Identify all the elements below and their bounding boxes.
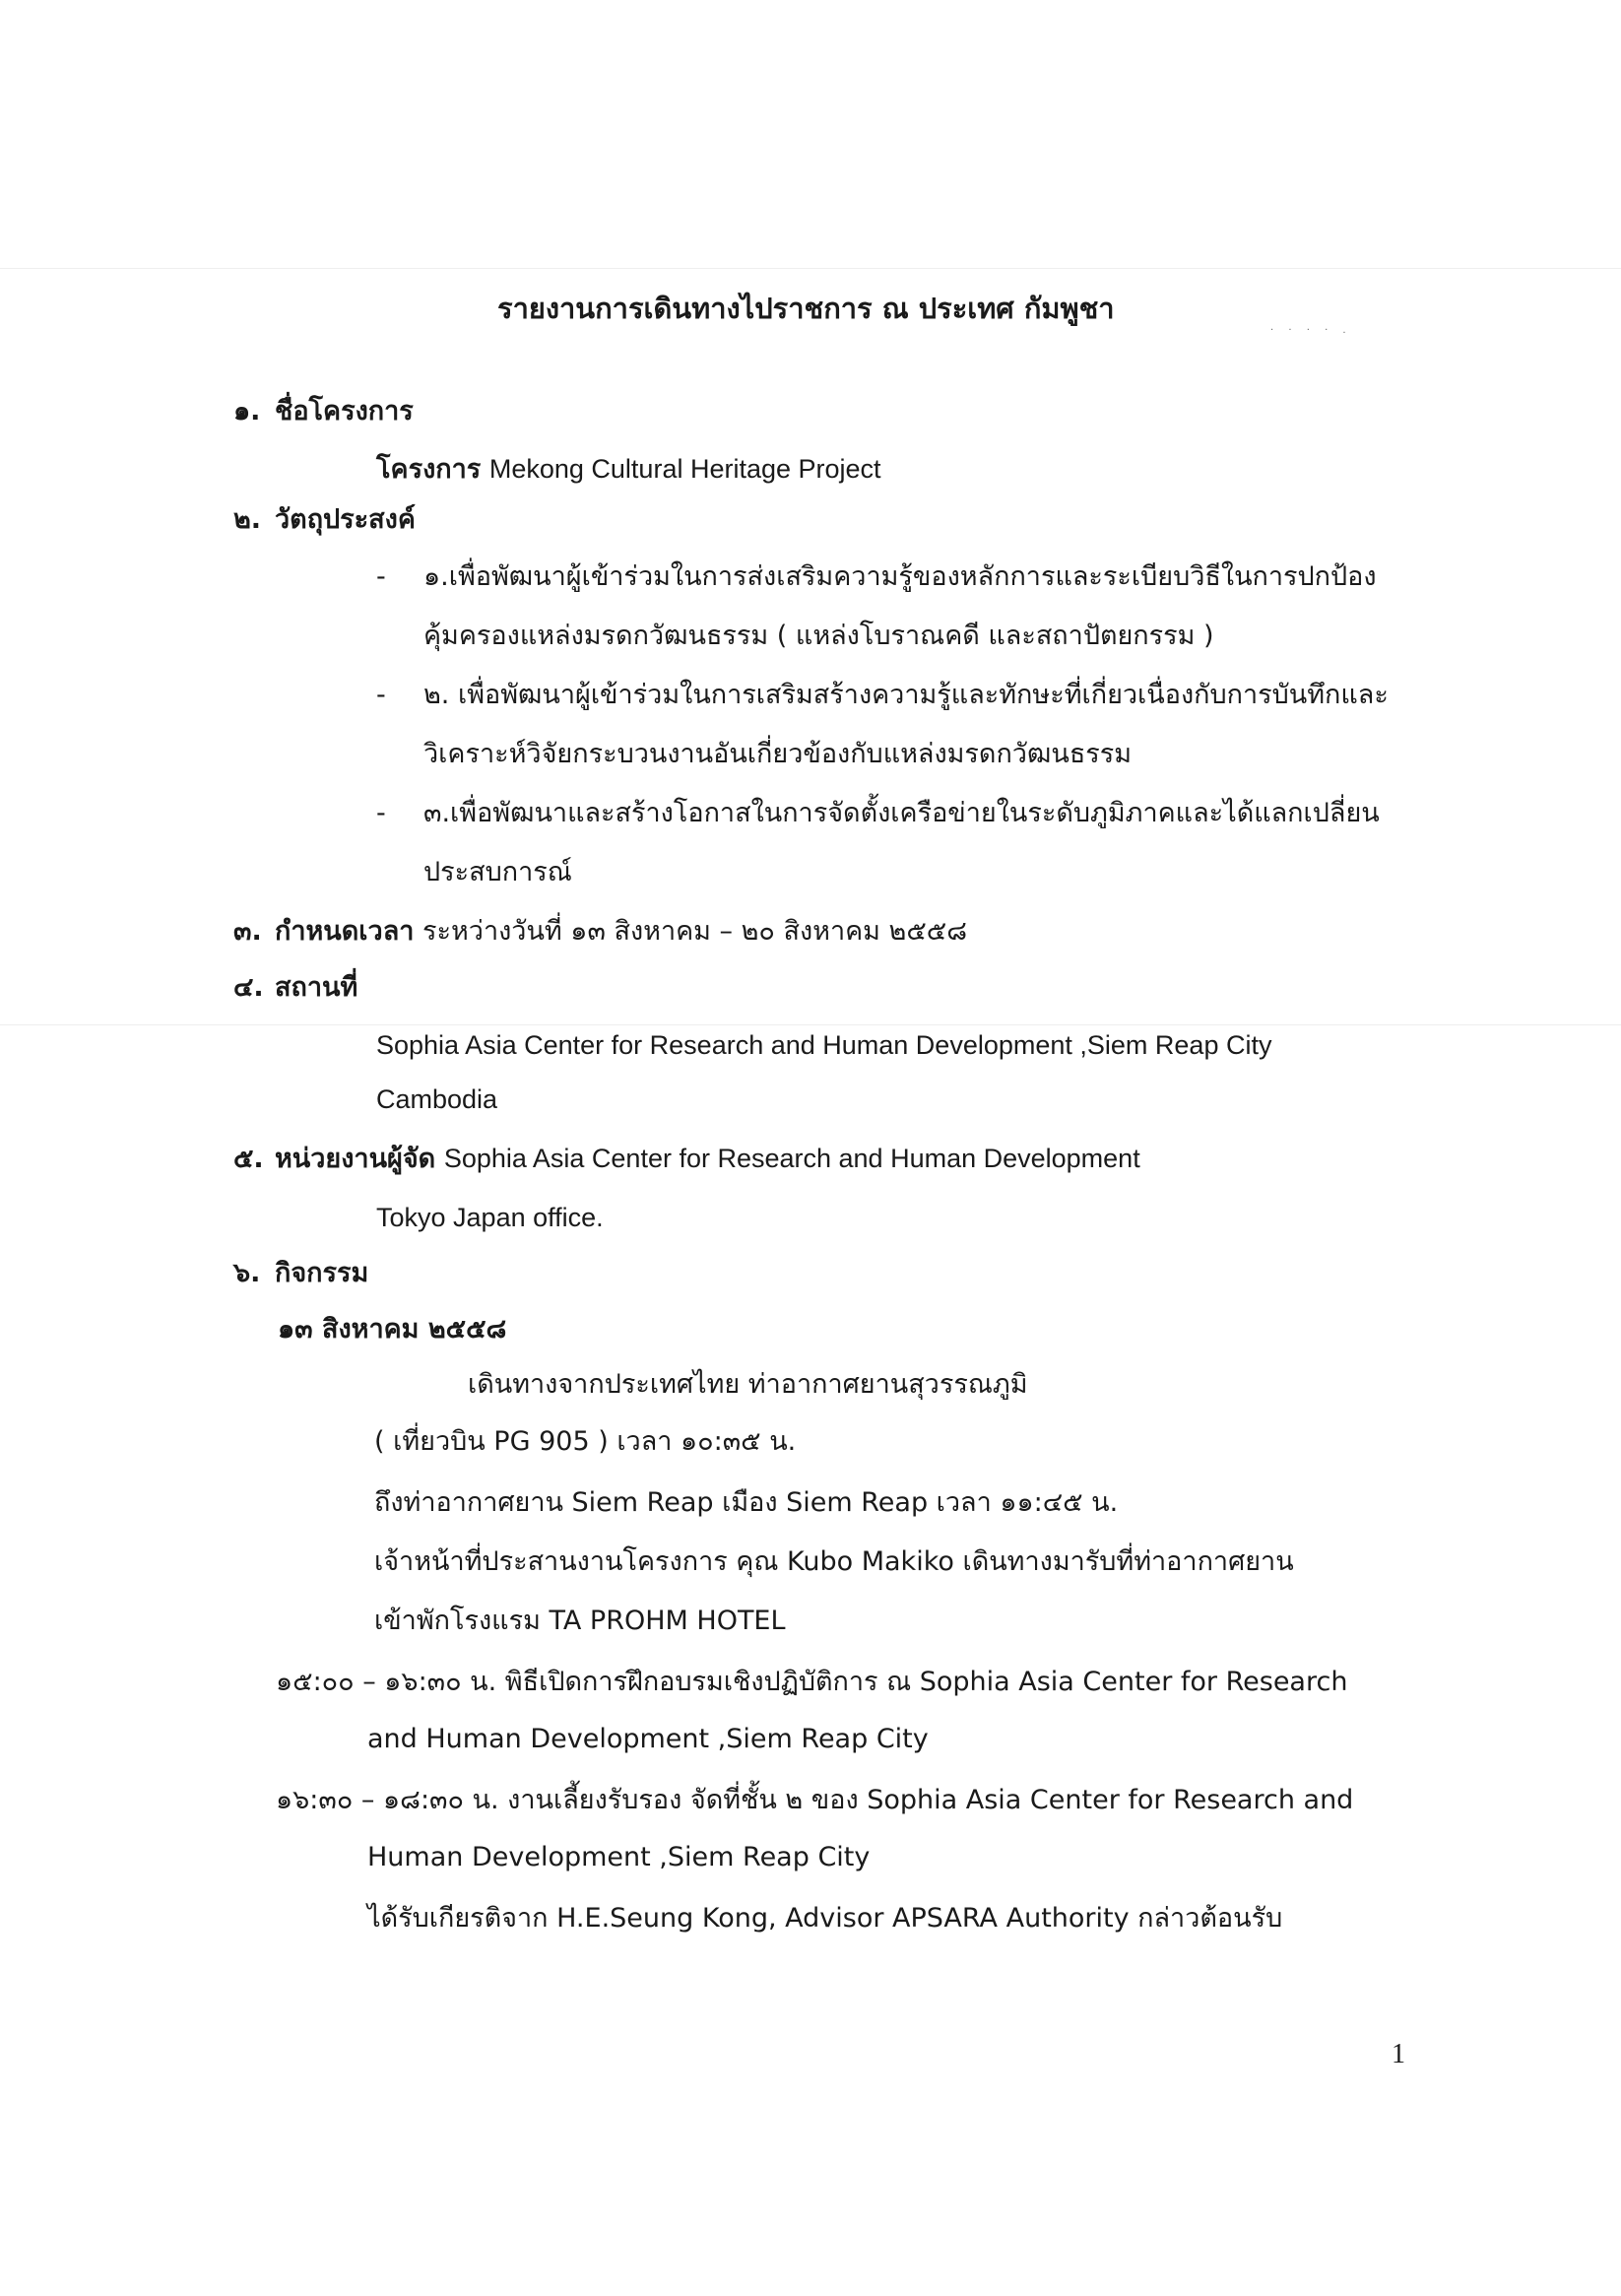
section-5-heading: [233, 1141, 1140, 1177]
activity-line: ( เที่ยวบิน PG 905 ) เวลา ๑๐:๓๕ น.: [374, 1426, 797, 1457]
activity-line: Human Development ,Siem Reap City: [367, 1842, 871, 1872]
section-4-heading: [233, 970, 357, 1006]
organizer-line-2: Tokyo Japan office.: [376, 1203, 604, 1232]
activity-date: ๑๓ สิงหาคม ๒๕๕๘: [278, 1314, 507, 1345]
section-number: ๒.: [233, 504, 262, 535]
activity-line: เจ้าหน้าที่ประสานงานโครงการ คุณ Kubo Makiko เดินทางมารับที่ท่าอากาศยาน: [374, 1546, 1294, 1577]
scan-specks: · · · · .: [1270, 325, 1352, 336]
section-title: กำหนดเวลา: [275, 916, 415, 947]
project-name-line: [376, 451, 881, 488]
objective-3-line-2: ประสบการณ์: [423, 857, 572, 887]
bullet-dash: -: [376, 561, 386, 592]
section-title: วัตถุประสงค์: [275, 504, 416, 535]
section-number: ๕.: [233, 1144, 264, 1174]
scan-artifact-line: [0, 268, 1621, 269]
section-6-heading: [233, 1256, 368, 1291]
venue-line-2: Cambodia: [376, 1084, 498, 1114]
objective-1-line-2: คุ้มครองแหล่งมรดกวัฒนธรรม ( แหล่งโบราณคดี และสถาปัตยกรรม ): [423, 621, 1214, 651]
section-number: ๓.: [233, 916, 262, 947]
objective-2-line-2: วิเคราะห์วิจัยกระบวนงานอันเกี่ยวข้องกับแหล่งมรดกวัฒนธรรม: [423, 739, 1133, 769]
activity-line: ๑๕:๐๐ – ๑๖:๓๐ น. พิธีเปิดการฝึกอบรมเชิงปฏิบัติการ ณ Sophia Asia Center for Research: [276, 1667, 1348, 1697]
section-number: ๑.: [233, 396, 261, 426]
venue-line-1: Sophia Asia Center for Research and Human Development ,Siem Reap City: [376, 1030, 1272, 1060]
activity-line: เข้าพักโรงแรม TA PROHM HOTEL: [374, 1606, 786, 1636]
section-3-heading: [233, 914, 967, 950]
document-title: รายงานการเดินทางไปราชการ ณ ประเทศ กัมพูชา: [497, 292, 1115, 325]
section-1-heading: [233, 394, 414, 429]
section-2-heading: [233, 502, 416, 538]
objective-1-line-1: ๑.เพื่อพัฒนาผู้เข้าร่วมในการส่งเสริมความรู้ของหลักการและระเบียบวิธีในการปกป้อง: [423, 561, 1377, 592]
page-number: 1: [1392, 2039, 1405, 2069]
activity-line: and Human Development ,Siem Reap City: [367, 1724, 929, 1754]
section-title: ชื่อโครงการ: [275, 396, 414, 426]
section-number: ๔.: [233, 972, 264, 1003]
activity-line: ๑๖:๓๐ – ๑๘:๓๐ น. งานเลี้ยงรับรอง จัดที่ชั้น ๒ ของ Sophia Asia Center for Research and: [276, 1785, 1354, 1815]
activity-line: ถึงท่าอากาศยาน Siem Reap เมือง Siem Reap เวลา ๑๑:๔๕ น.: [374, 1487, 1119, 1518]
organizer-line-1: Sophia Asia Center for Research and Human Development: [443, 1144, 1140, 1173]
objective-2-line-1: ๒. เพื่อพัฒนาผู้เข้าร่วมในการเสริมสร้างความรู้และทักษะที่เกี่ยวเนื่องกับการบันทึกและ: [423, 680, 1389, 710]
bullet-dash: -: [376, 798, 386, 828]
project-name: Mekong Cultural Heritage Project: [488, 454, 881, 484]
project-label: โครงการ: [376, 454, 482, 485]
bullet-dash: -: [376, 680, 386, 710]
activity-line: ได้รับเกียรติจาก H.E.Seung Kong, Advisor APSARA Authority กล่าวต้อนรับ: [367, 1903, 1283, 1934]
section-title: สถานที่: [275, 972, 358, 1003]
section-title: หน่วยงานผู้จัด: [275, 1144, 436, 1174]
section-title: กิจกรรม: [275, 1258, 369, 1288]
scan-artifact-line: [0, 1024, 1621, 1025]
activity-line: เดินทางจากประเทศไทย ท่าอากาศยานสุวรรณภูมิ: [468, 1369, 1028, 1400]
objective-3-line-1: ๓.เพื่อพัฒนาและสร้างโอกาสในการจัดตั้งเครือข่ายในระดับภูมิภาคและได้แลกเปลี่ยน: [423, 798, 1380, 828]
schedule-dates: ระหว่างวันที่ ๑๓ สิงหาคม – ๒๐ สิงหาคม ๒๕๕๘: [422, 916, 968, 947]
section-number: ๖.: [233, 1258, 261, 1288]
